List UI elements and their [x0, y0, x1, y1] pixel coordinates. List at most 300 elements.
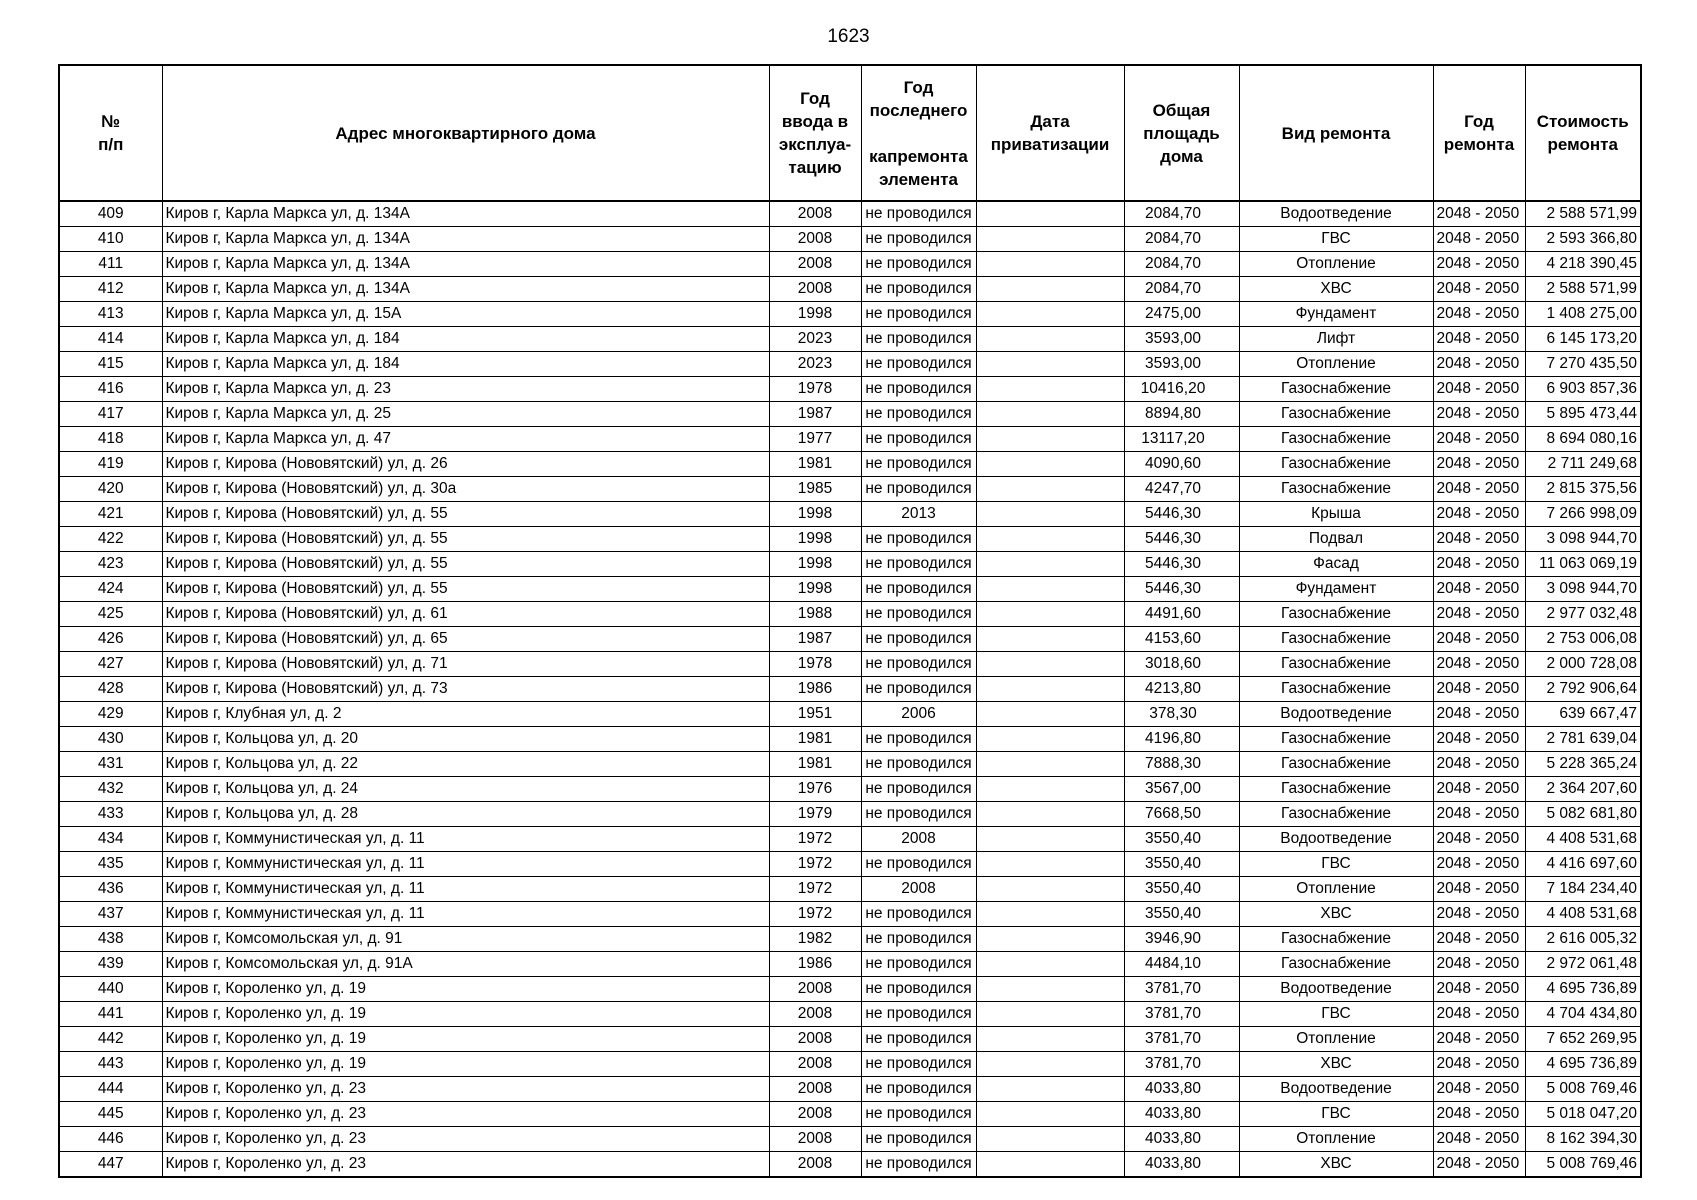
- table-row: [59, 527, 1641, 552]
- cell-commission-year: 2008: [769, 1102, 861, 1127]
- cell-number: 438: [59, 927, 162, 952]
- cell-repair-cost: 4 695 736,89: [1525, 977, 1641, 1002]
- cell-address: Киров г, Кирова (Нововятский) ул, д. 65: [162, 627, 769, 652]
- cell-number: 444: [59, 1077, 162, 1102]
- cell-repair-cost: 5 895 473,44: [1525, 402, 1641, 427]
- header-line: [864, 122, 974, 145]
- table-row: [59, 977, 1641, 1002]
- cell-privatization-date: [976, 1152, 1124, 1178]
- cell-number: 424: [59, 577, 162, 602]
- cell-repair-period: 2048 - 2050: [1433, 852, 1525, 877]
- cell-repair-period: 2048 - 2050: [1433, 252, 1525, 277]
- cell-commission-year: 2023: [769, 352, 861, 377]
- cell-last-repair: не проводился: [861, 277, 976, 302]
- table-row: [59, 377, 1641, 402]
- cell-total-area: 3550,40: [1124, 902, 1239, 927]
- cell-privatization-date: [976, 1102, 1124, 1127]
- cell-last-repair: не проводился: [861, 1027, 976, 1052]
- cell-number: 421: [59, 502, 162, 527]
- cell-commission-year: 2008: [769, 1027, 861, 1052]
- cell-repair-kind: Лифт: [1239, 327, 1433, 352]
- cell-number: 430: [59, 727, 162, 752]
- cell-total-area: 3550,40: [1124, 877, 1239, 902]
- cell-total-area: 2475,00: [1124, 302, 1239, 327]
- repair-schedule-table: [58, 64, 1642, 1178]
- cell-privatization-date: [976, 201, 1124, 227]
- cell-privatization-date: [976, 702, 1124, 727]
- cell-repair-kind: Газоснабжение: [1239, 727, 1433, 752]
- header-line: Общая: [1152, 100, 1211, 120]
- header-line: п/п: [98, 135, 124, 154]
- table-row: [59, 827, 1641, 852]
- table-row: [59, 677, 1641, 702]
- cell-number: 437: [59, 902, 162, 927]
- cell-last-repair: не проводился: [861, 1002, 976, 1027]
- cell-address: Киров г, Кирова (Нововятский) ул, д. 55: [162, 577, 769, 602]
- table-row: [59, 652, 1641, 677]
- cell-repair-period: 2048 - 2050: [1433, 1027, 1525, 1052]
- table-row: [59, 252, 1641, 277]
- cell-privatization-date: [976, 402, 1124, 427]
- cell-repair-cost: 7 652 269,95: [1525, 1027, 1641, 1052]
- cell-number: 410: [59, 227, 162, 252]
- cell-repair-kind: Газоснабжение: [1239, 627, 1433, 652]
- table-row: [59, 902, 1641, 927]
- cell-repair-cost: 2 593 366,80: [1525, 227, 1641, 252]
- cell-address: Киров г, Кирова (Нововятский) ул, д. 71: [162, 652, 769, 677]
- cell-repair-period: 2048 - 2050: [1433, 1102, 1525, 1127]
- cell-last-repair: не проводился: [861, 627, 976, 652]
- cell-privatization-date: [976, 752, 1124, 777]
- cell-total-area: 13117,20: [1124, 427, 1239, 452]
- cell-number: 420: [59, 477, 162, 502]
- cell-repair-kind: Газоснабжение: [1239, 927, 1433, 952]
- cell-number: 440: [59, 977, 162, 1002]
- cell-number: 426: [59, 627, 162, 652]
- cell-total-area: 3781,70: [1124, 1002, 1239, 1027]
- table-row: [59, 502, 1641, 527]
- cell-number: 434: [59, 827, 162, 852]
- cell-last-repair: не проводился: [861, 1127, 976, 1152]
- cell-privatization-date: [976, 727, 1124, 752]
- cell-repair-cost: 2 977 032,48: [1525, 602, 1641, 627]
- cell-last-repair: не проводился: [861, 327, 976, 352]
- cell-repair-cost: 4 416 697,60: [1525, 852, 1641, 877]
- cell-privatization-date: [976, 427, 1124, 452]
- cell-commission-year: 1981: [769, 727, 861, 752]
- cell-repair-kind: Фасад: [1239, 552, 1433, 577]
- cell-commission-year: 1998: [769, 302, 861, 327]
- cell-address: Киров г, Карла Маркса ул, д. 134А: [162, 277, 769, 302]
- cell-last-repair: не проводился: [861, 902, 976, 927]
- cell-repair-period: 2048 - 2050: [1433, 827, 1525, 852]
- cell-repair-period: 2048 - 2050: [1433, 427, 1525, 452]
- cell-repair-cost: 5 228 365,24: [1525, 752, 1641, 777]
- cell-repair-period: 2048 - 2050: [1433, 577, 1525, 602]
- cell-number: 435: [59, 852, 162, 877]
- cell-repair-cost: 2 753 006,08: [1525, 627, 1641, 652]
- cell-address: Киров г, Клубная ул, д. 2: [162, 702, 769, 727]
- cell-repair-period: 2048 - 2050: [1433, 652, 1525, 677]
- cell-repair-period: 2048 - 2050: [1433, 527, 1525, 552]
- cell-repair-period: 2048 - 2050: [1433, 902, 1525, 927]
- cell-repair-period: 2048 - 2050: [1433, 402, 1525, 427]
- cell-total-area: 4247,70: [1124, 477, 1239, 502]
- cell-privatization-date: [976, 352, 1124, 377]
- cell-total-area: 4491,60: [1124, 602, 1239, 627]
- cell-last-repair: не проводился: [861, 777, 976, 802]
- cell-total-area: 2084,70: [1124, 201, 1239, 227]
- cell-address: Киров г, Коммунистическая ул, д. 11: [162, 902, 769, 927]
- cell-number: 428: [59, 677, 162, 702]
- cell-number: 416: [59, 377, 162, 402]
- cell-commission-year: 1979: [769, 802, 861, 827]
- cell-repair-kind: Фундамент: [1239, 302, 1433, 327]
- cell-privatization-date: [976, 577, 1124, 602]
- cell-repair-kind: Фундамент: [1239, 577, 1433, 602]
- header-line: площадь: [1143, 123, 1220, 143]
- cell-repair-period: 2048 - 2050: [1433, 1002, 1525, 1027]
- cell-repair-cost: 7 270 435,50: [1525, 352, 1641, 377]
- cell-total-area: 3018,60: [1124, 652, 1239, 677]
- cell-total-area: 3550,40: [1124, 852, 1239, 877]
- cell-repair-kind: Отопление: [1239, 1127, 1433, 1152]
- cell-repair-period: 2048 - 2050: [1433, 602, 1525, 627]
- header-line: капремонта: [869, 146, 968, 166]
- cell-total-area: 3781,70: [1124, 1027, 1239, 1052]
- cell-repair-kind: ГВС: [1239, 852, 1433, 877]
- cell-repair-period: 2048 - 2050: [1433, 777, 1525, 802]
- cell-repair-kind: Газоснабжение: [1239, 477, 1433, 502]
- header-cell-commission-year: [769, 65, 861, 201]
- table-row: [59, 1077, 1641, 1102]
- cell-total-area: 3781,70: [1124, 1052, 1239, 1077]
- cell-last-repair: не проводился: [861, 402, 976, 427]
- cell-address: Киров г, Кольцова ул, д. 22: [162, 752, 769, 777]
- header-cell-repair-kind: [1239, 65, 1433, 201]
- cell-privatization-date: [976, 477, 1124, 502]
- cell-privatization-date: [976, 327, 1124, 352]
- table-row: [59, 727, 1641, 752]
- header-line: элемента: [879, 169, 958, 189]
- cell-last-repair: не проводился: [861, 377, 976, 402]
- cell-total-area: 5446,30: [1124, 577, 1239, 602]
- cell-repair-period: 2048 - 2050: [1433, 227, 1525, 252]
- cell-repair-period: 2048 - 2050: [1433, 277, 1525, 302]
- cell-repair-kind: ГВС: [1239, 227, 1433, 252]
- cell-commission-year: 1986: [769, 952, 861, 977]
- cell-privatization-date: [976, 1077, 1124, 1102]
- cell-repair-kind: ХВС: [1239, 277, 1433, 302]
- cell-commission-year: 1998: [769, 552, 861, 577]
- cell-commission-year: 2008: [769, 252, 861, 277]
- cell-number: 442: [59, 1027, 162, 1052]
- cell-total-area: 10416,20: [1124, 377, 1239, 402]
- cell-repair-kind: Водоотведение: [1239, 827, 1433, 852]
- header-line: Стоимость: [1536, 112, 1629, 131]
- cell-total-area: 2084,70: [1124, 252, 1239, 277]
- cell-privatization-date: [976, 827, 1124, 852]
- table-row: [59, 302, 1641, 327]
- cell-address: Киров г, Короленко ул, д. 23: [162, 1127, 769, 1152]
- cell-repair-cost: 11 063 069,19: [1525, 552, 1641, 577]
- cell-address: Киров г, Комсомольская ул, д. 91: [162, 927, 769, 952]
- table-row: [59, 201, 1641, 227]
- cell-last-repair: не проводился: [861, 1102, 976, 1127]
- cell-privatization-date: [976, 277, 1124, 302]
- cell-number: 436: [59, 877, 162, 902]
- cell-commission-year: 1982: [769, 927, 861, 952]
- cell-number: 446: [59, 1127, 162, 1152]
- table-body: [59, 201, 1641, 1177]
- cell-address: Киров г, Карла Маркса ул, д. 134А: [162, 227, 769, 252]
- cell-privatization-date: [976, 677, 1124, 702]
- cell-total-area: 4484,10: [1124, 952, 1239, 977]
- cell-address: Киров г, Карла Маркса ул, д. 134А: [162, 252, 769, 277]
- cell-last-repair: не проводился: [861, 302, 976, 327]
- cell-total-area: 3567,00: [1124, 777, 1239, 802]
- cell-repair-cost: 6 903 857,36: [1525, 377, 1641, 402]
- table-row: [59, 852, 1641, 877]
- cell-last-repair: не проводился: [861, 577, 976, 602]
- cell-privatization-date: [976, 302, 1124, 327]
- cell-repair-kind: Газоснабжение: [1239, 677, 1433, 702]
- cell-last-repair: не проводился: [861, 977, 976, 1002]
- header-line: Дата: [1030, 112, 1070, 131]
- cell-commission-year: 1977: [769, 427, 861, 452]
- cell-number: 427: [59, 652, 162, 677]
- header-line: Год: [903, 77, 934, 97]
- cell-commission-year: 1998: [769, 577, 861, 602]
- header-cell-repair-period: [1433, 65, 1525, 201]
- cell-repair-kind: Газоснабжение: [1239, 402, 1433, 427]
- cell-repair-period: 2048 - 2050: [1433, 552, 1525, 577]
- cell-last-repair: не проводился: [861, 1152, 976, 1178]
- cell-repair-cost: 7 266 998,09: [1525, 502, 1641, 527]
- cell-commission-year: 1951: [769, 702, 861, 727]
- header-line: ремонта: [1443, 135, 1515, 154]
- cell-total-area: 4033,80: [1124, 1127, 1239, 1152]
- cell-repair-kind: ХВС: [1239, 902, 1433, 927]
- cell-privatization-date: [976, 602, 1124, 627]
- cell-commission-year: 2008: [769, 201, 861, 227]
- cell-address: Киров г, Карла Маркса ул, д. 184: [162, 352, 769, 377]
- cell-commission-year: 2008: [769, 977, 861, 1002]
- header-line: Вид ремонта: [1281, 123, 1391, 143]
- header-line: ремонта: [1547, 135, 1618, 154]
- cell-address: Киров г, Короленко ул, д. 19: [162, 1027, 769, 1052]
- table-row: [59, 452, 1641, 477]
- cell-address: Киров г, Кирова (Нововятский) ул, д. 55: [162, 527, 769, 552]
- cell-address: Киров г, Коммунистическая ул, д. 11: [162, 852, 769, 877]
- cell-total-area: 5446,30: [1124, 527, 1239, 552]
- cell-repair-cost: 2 000 728,08: [1525, 652, 1641, 677]
- cell-address: Киров г, Короленко ул, д. 23: [162, 1102, 769, 1127]
- table-row: [59, 327, 1641, 352]
- cell-repair-kind: ГВС: [1239, 1002, 1433, 1027]
- cell-total-area: 3593,00: [1124, 327, 1239, 352]
- cell-privatization-date: [976, 852, 1124, 877]
- cell-address: Киров г, Карла Маркса ул, д. 25: [162, 402, 769, 427]
- table-row: [59, 477, 1641, 502]
- cell-total-area: 7668,50: [1124, 802, 1239, 827]
- cell-number: 418: [59, 427, 162, 452]
- cell-last-repair: не проводился: [861, 852, 976, 877]
- cell-repair-kind: Водоотведение: [1239, 1077, 1433, 1102]
- cell-privatization-date: [976, 252, 1124, 277]
- cell-last-repair: не проводился: [861, 427, 976, 452]
- table-row: [59, 1102, 1641, 1127]
- cell-repair-kind: Газоснабжение: [1239, 802, 1433, 827]
- cell-address: Киров г, Карла Маркса ул, д. 23: [162, 377, 769, 402]
- cell-total-area: 4153,60: [1124, 627, 1239, 652]
- cell-last-repair: 2008: [861, 877, 976, 902]
- cell-commission-year: 1972: [769, 877, 861, 902]
- table-row: [59, 552, 1641, 577]
- cell-address: Киров г, Короленко ул, д. 23: [162, 1152, 769, 1178]
- cell-repair-cost: 2 364 207,60: [1525, 777, 1641, 802]
- cell-privatization-date: [976, 627, 1124, 652]
- table-row: [59, 802, 1641, 827]
- table-row: [59, 1152, 1641, 1178]
- cell-number: 419: [59, 452, 162, 477]
- cell-commission-year: 2008: [769, 1002, 861, 1027]
- header-line: дома: [1160, 146, 1203, 166]
- cell-repair-cost: 5 082 681,80: [1525, 802, 1641, 827]
- cell-address: Киров г, Кирова (Нововятский) ул, д. 26: [162, 452, 769, 477]
- cell-total-area: 4033,80: [1124, 1077, 1239, 1102]
- cell-number: 433: [59, 802, 162, 827]
- cell-number: 417: [59, 402, 162, 427]
- cell-privatization-date: [976, 1002, 1124, 1027]
- cell-privatization-date: [976, 552, 1124, 577]
- table-row: [59, 577, 1641, 602]
- cell-repair-period: 2048 - 2050: [1433, 302, 1525, 327]
- cell-repair-cost: 4 704 434,80: [1525, 1002, 1641, 1027]
- cell-privatization-date: [976, 502, 1124, 527]
- cell-commission-year: 1972: [769, 827, 861, 852]
- cell-last-repair: не проводился: [861, 227, 976, 252]
- cell-repair-cost: 2 781 639,04: [1525, 727, 1641, 752]
- cell-total-area: 5446,30: [1124, 502, 1239, 527]
- cell-repair-kind: Газоснабжение: [1239, 602, 1433, 627]
- cell-privatization-date: [976, 902, 1124, 927]
- header-line: №: [101, 112, 121, 131]
- cell-repair-cost: 4 408 531,68: [1525, 902, 1641, 927]
- cell-privatization-date: [976, 1052, 1124, 1077]
- cell-repair-cost: 6 145 173,20: [1525, 327, 1641, 352]
- cell-last-repair: не проводился: [861, 477, 976, 502]
- table-row: [59, 1027, 1641, 1052]
- cell-address: Киров г, Карла Маркса ул, д. 47: [162, 427, 769, 452]
- cell-privatization-date: [976, 527, 1124, 552]
- cell-repair-period: 2048 - 2050: [1433, 627, 1525, 652]
- cell-repair-cost: 639 667,47: [1525, 702, 1641, 727]
- cell-commission-year: 1986: [769, 677, 861, 702]
- cell-repair-cost: 4 408 531,68: [1525, 827, 1641, 852]
- cell-commission-year: 2008: [769, 277, 861, 302]
- header-line: эксплуа-: [778, 135, 852, 154]
- cell-repair-cost: 1 408 275,00: [1525, 302, 1641, 327]
- cell-repair-cost: 2 792 906,64: [1525, 677, 1641, 702]
- cell-number: 414: [59, 327, 162, 352]
- header-cell-number: [59, 65, 162, 201]
- header-line: приватизации: [990, 135, 1110, 154]
- cell-repair-kind: Водоотведение: [1239, 201, 1433, 227]
- cell-commission-year: 1976: [769, 777, 861, 802]
- cell-last-repair: не проводился: [861, 802, 976, 827]
- cell-total-area: 4196,80: [1124, 727, 1239, 752]
- cell-repair-period: 2048 - 2050: [1433, 352, 1525, 377]
- cell-address: Киров г, Кольцова ул, д. 20: [162, 727, 769, 752]
- cell-commission-year: 1981: [769, 452, 861, 477]
- cell-commission-year: 1998: [769, 527, 861, 552]
- header-line: последнего: [869, 100, 968, 120]
- cell-last-repair: не проводился: [861, 652, 976, 677]
- cell-repair-period: 2048 - 2050: [1433, 1052, 1525, 1077]
- cell-number: 415: [59, 352, 162, 377]
- cell-privatization-date: [976, 452, 1124, 477]
- cell-repair-cost: 3 098 944,70: [1525, 577, 1641, 602]
- cell-commission-year: 2008: [769, 1052, 861, 1077]
- cell-repair-cost: 5 008 769,46: [1525, 1077, 1641, 1102]
- cell-repair-cost: 2 711 249,68: [1525, 452, 1641, 477]
- header-cell-privatization-date: [976, 65, 1124, 201]
- cell-repair-cost: 2 588 571,99: [1525, 277, 1641, 302]
- cell-privatization-date: [976, 927, 1124, 952]
- cell-repair-period: 2048 - 2050: [1433, 377, 1525, 402]
- cell-number: 409: [59, 201, 162, 227]
- cell-repair-cost: 8 162 394,30: [1525, 1127, 1641, 1152]
- table-row: [59, 427, 1641, 452]
- cell-commission-year: 1972: [769, 852, 861, 877]
- cell-number: 425: [59, 602, 162, 627]
- cell-commission-year: 2023: [769, 327, 861, 352]
- cell-repair-cost: 2 972 061,48: [1525, 952, 1641, 977]
- cell-commission-year: 2008: [769, 1152, 861, 1178]
- table-row: [59, 777, 1641, 802]
- cell-privatization-date: [976, 952, 1124, 977]
- cell-address: Киров г, Карла Маркса ул, д. 134А: [162, 201, 769, 227]
- cell-total-area: 4033,80: [1124, 1102, 1239, 1127]
- cell-total-area: 3593,00: [1124, 352, 1239, 377]
- cell-commission-year: 1988: [769, 602, 861, 627]
- cell-total-area: 2084,70: [1124, 277, 1239, 302]
- cell-address: Киров г, Короленко ул, д. 23: [162, 1077, 769, 1102]
- header-line: тацию: [788, 158, 842, 177]
- cell-repair-kind: Отопление: [1239, 877, 1433, 902]
- cell-commission-year: 1985: [769, 477, 861, 502]
- cell-repair-period: 2048 - 2050: [1433, 452, 1525, 477]
- table-row: [59, 952, 1641, 977]
- cell-repair-kind: Газоснабжение: [1239, 427, 1433, 452]
- cell-address: Киров г, Короленко ул, д. 19: [162, 977, 769, 1002]
- cell-last-repair: 2013: [861, 502, 976, 527]
- cell-repair-kind: Крыша: [1239, 502, 1433, 527]
- cell-repair-kind: Газоснабжение: [1239, 452, 1433, 477]
- cell-repair-kind: Газоснабжение: [1239, 777, 1433, 802]
- cell-total-area: 2084,70: [1124, 227, 1239, 252]
- cell-last-repair: не проводился: [861, 552, 976, 577]
- cell-repair-kind: Отопление: [1239, 252, 1433, 277]
- cell-commission-year: 1998: [769, 502, 861, 527]
- cell-commission-year: 2008: [769, 227, 861, 252]
- cell-repair-kind: Водоотведение: [1239, 702, 1433, 727]
- cell-privatization-date: [976, 977, 1124, 1002]
- cell-last-repair: не проводился: [861, 1077, 976, 1102]
- cell-repair-cost: 2 815 375,56: [1525, 477, 1641, 502]
- cell-repair-period: 2048 - 2050: [1433, 502, 1525, 527]
